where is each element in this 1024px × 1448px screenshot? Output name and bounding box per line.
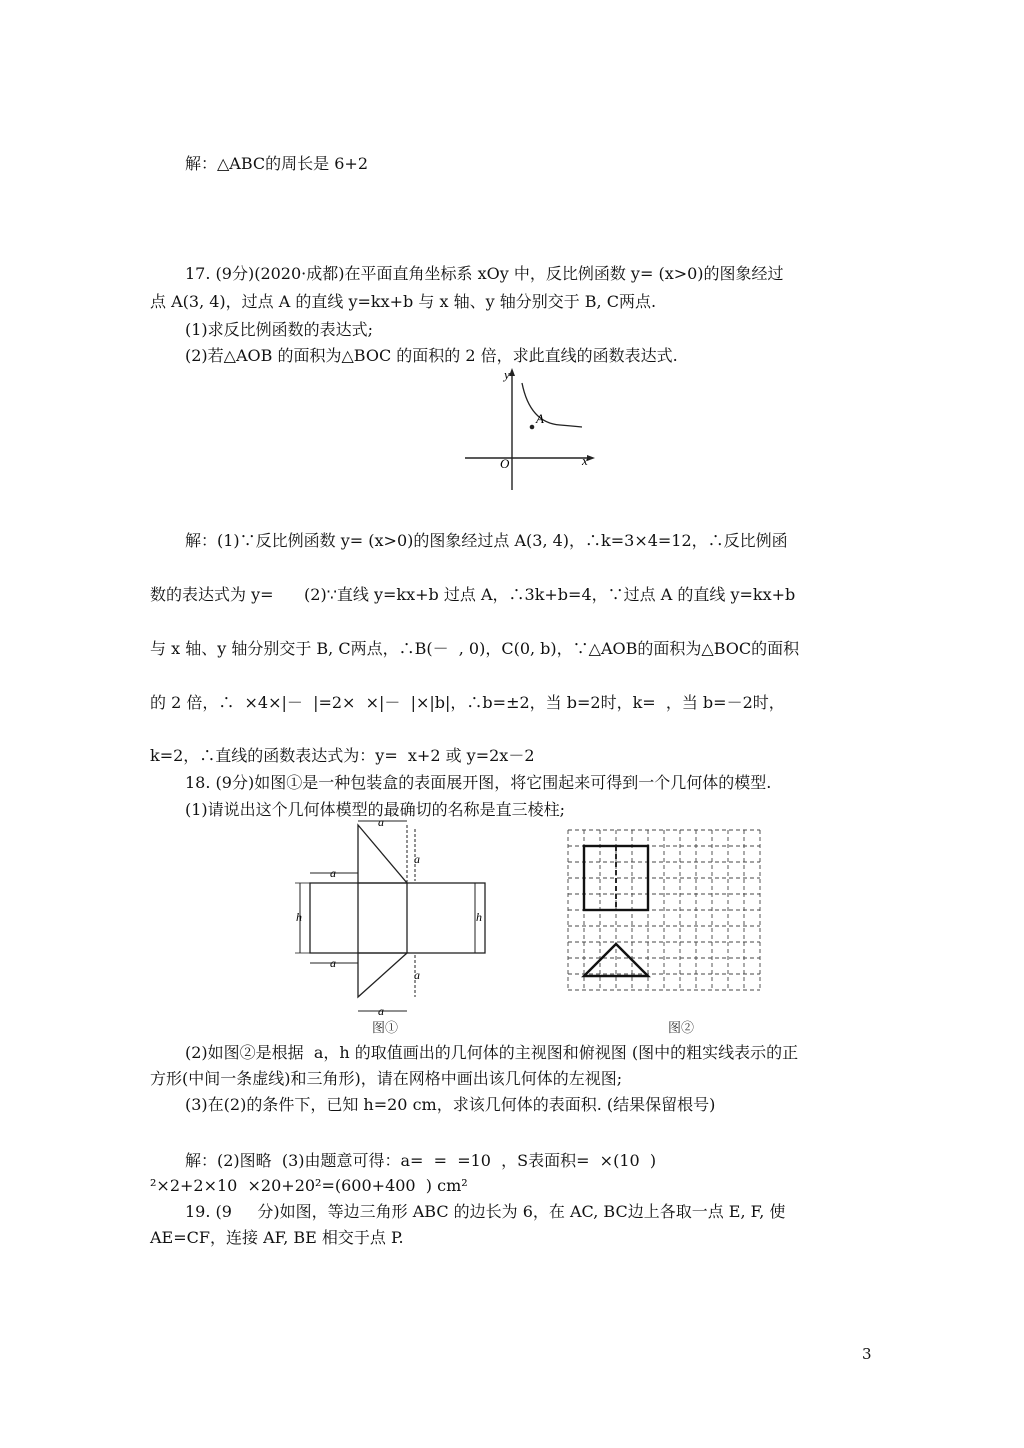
problem-18-line1: 18. (9分)如图①是一种包装盒的表面展开图，将它围起来可得到一个几何体的模型. <box>185 773 772 792</box>
net-label-a-top: a <box>378 815 384 829</box>
problem-19-line2: AE=CF，连接 AF, BE 相交于点 P. <box>150 1228 404 1247</box>
page-number: 3 <box>862 1345 872 1363</box>
solution-18-line1: 解：(2)图略 (3)由题意可得：a= = =10 ，S表面积= ×(10 ) <box>185 1151 657 1170</box>
net-label-a-bottom-left: a <box>330 956 336 970</box>
point-a-label: A <box>536 411 544 426</box>
solution-17-line5: k=2，∴直线的函数表达式为：y= x+2 或 y=2x－2 <box>150 746 535 765</box>
x-axis-label: x <box>582 453 588 468</box>
problem-18-part2-line2: 方形(中间一条虚线)和三角形)，请在网格中画出该几何体的左视图; <box>150 1069 623 1088</box>
problem-18-part2-line1: (2)如图②是根据 a，h 的取值画出的几何体的主视图和俯视图 (图中的粗实线表示的正 <box>185 1043 799 1062</box>
problem-19-line1: 19. (9 分)如图，等边三角形 ABC 的边长为 6，在 AC, BC边上各取一点 E, F, 使 <box>185 1202 786 1221</box>
net-label-h-left: h <box>296 910 302 924</box>
origin-label: O <box>500 456 510 471</box>
net-label-a-right1: a <box>414 852 420 866</box>
problem-17-part1: (1)求反比例函数的表达式; <box>185 320 374 339</box>
problem-17-line2: 点 A(3, 4)，过点 A 的直线 y=kx+b 与 x 轴、y 轴分别交于 B, C两点. <box>150 292 657 311</box>
problem-17-line1: 17. (9分)(2020·成都)在平面直角坐标系 xOy 中，反比例函数 y= (x>0)的图象经过 <box>185 264 784 283</box>
problem-18-part3: (3)在(2)的条件下，已知 h=20 cm，求该几何体的表面积. (结果保留根号) <box>185 1095 716 1114</box>
problem-18-part1: (1)请说出这个几何体模型的最确切的名称是直三棱柱; <box>185 800 566 819</box>
hyperbola-graph <box>460 365 600 495</box>
problem-17-part2: (2)若△AOB 的面积为△BOC 的面积的 2 倍，求此直线的函数表达式. <box>185 346 678 365</box>
figure-1-caption: 图① <box>372 1021 399 1036</box>
net-label-a-right2: a <box>414 968 420 982</box>
net-label-a-left: a <box>330 866 336 880</box>
solution-17-line3: 与 x 轴、y 轴分别交于 B, C两点，∴B(－ , 0)，C(0, b)，∵△AOB的面积为△BOC的面积 <box>150 639 800 658</box>
figure-1-net <box>290 815 520 1020</box>
solution-17-line2: 数的表达式为 y= (2)∵直线 y=kx+b 过点 A，∴3k+b=4，∵过点 A 的直线 y=kx+b <box>150 585 796 604</box>
solution-17-line4: 的 2 倍，∴ ×4×|－ |=2× ×|－ |×|b|，∴b=±2，当 b=2时，k= ，当 b=－2时， <box>150 693 785 712</box>
solution-16-line: 解：△ABC的周长是 6+2 <box>185 154 369 173</box>
solution-18-line2: ²×2+2×10 ×20+20²=(600+400 ) cm² <box>150 1176 468 1195</box>
figure-2-grid <box>560 828 770 998</box>
solution-17-line1: 解：(1)∵反比例函数 y= (x>0)的图象经过点 A(3, 4)，∴k=3×4=12，∴反比例函 <box>185 531 788 550</box>
net-label-h-right: h <box>476 910 482 924</box>
y-axis-label: y <box>504 367 510 382</box>
figure-2-caption: 图② <box>668 1021 695 1036</box>
net-label-a-bottom: a <box>378 1004 384 1018</box>
